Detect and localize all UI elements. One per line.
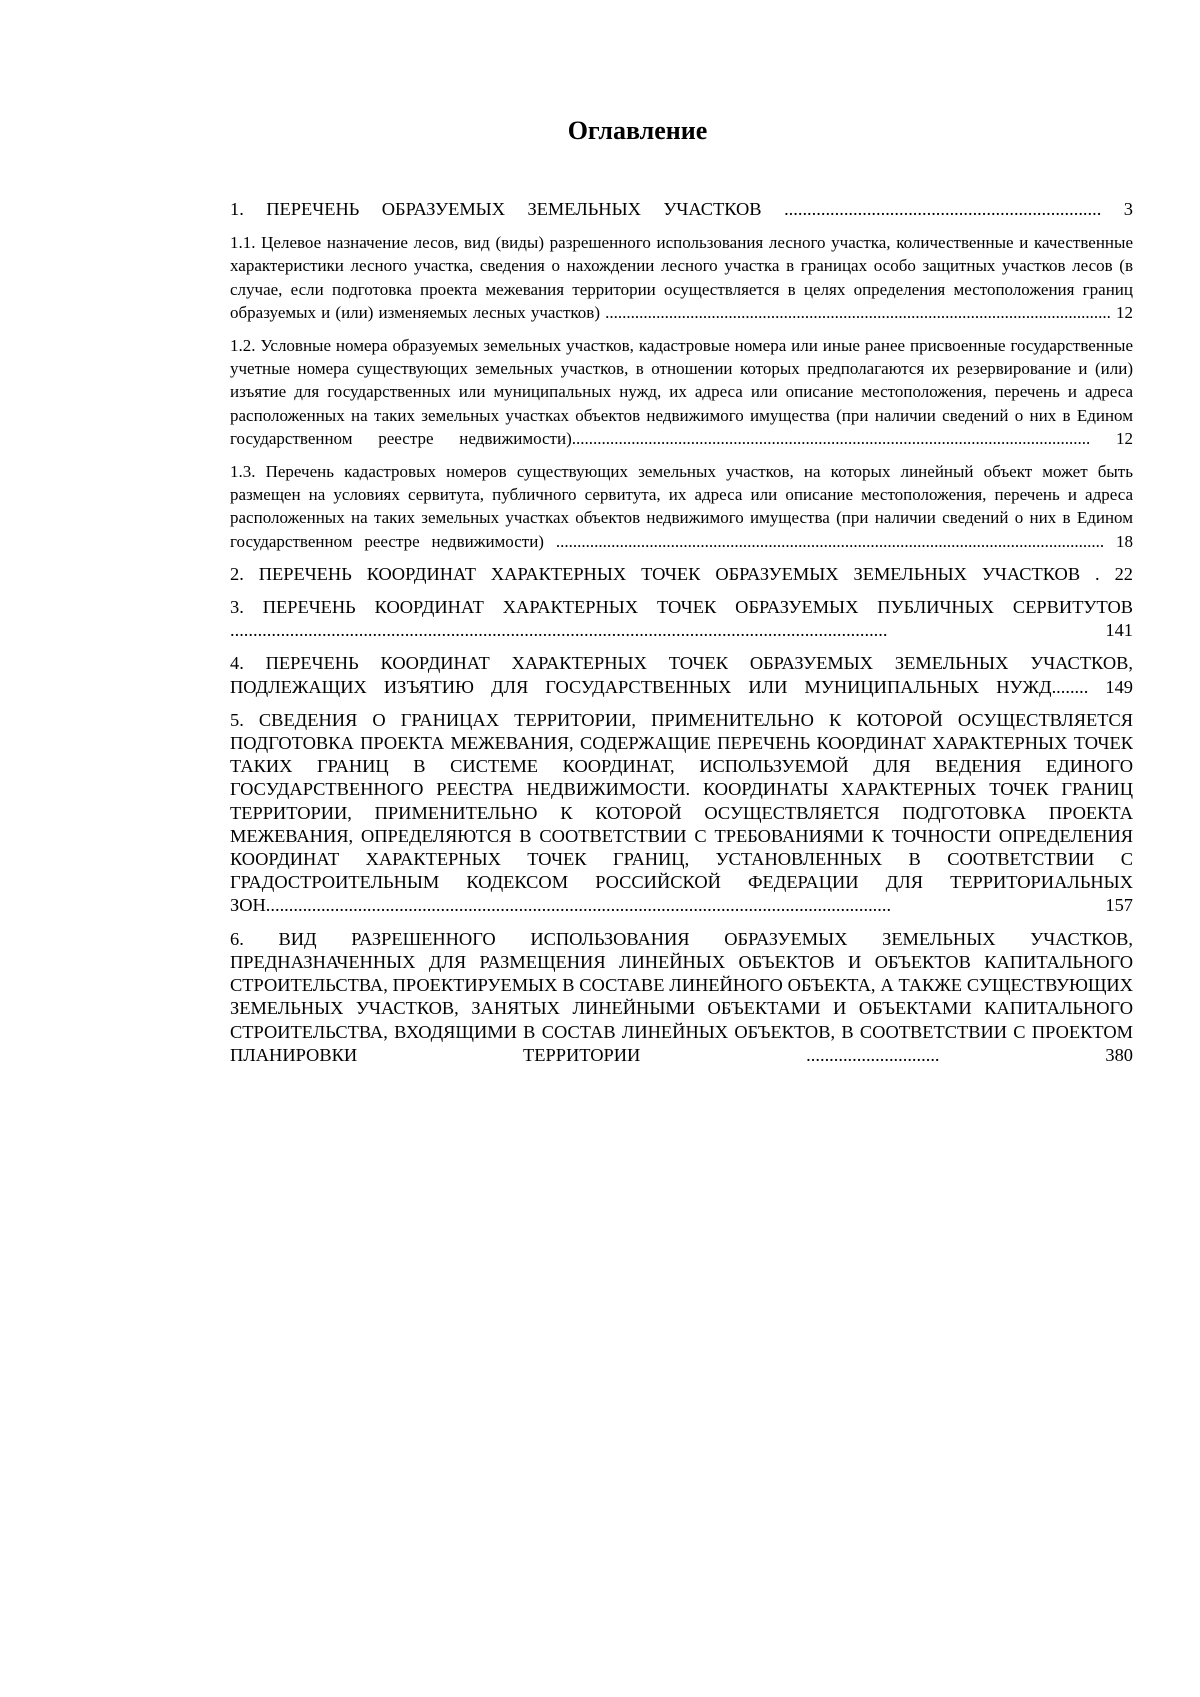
page-title: Оглавление	[567, 116, 708, 145]
toc-entry-text: 5. СВЕДЕНИЯ О ГРАНИЦАХ ТЕРРИТОРИИ, ПРИМЕНИТЕЛЬНО К КОТОРОЙ ОСУЩЕСТВЛЯЕТСЯ ПОДГОТОВКА ПРОЕКТА МЕЖЕВАНИЯ, СОДЕРЖАЩИЕ ПЕРЕЧЕНЬ КООРДИНАТ ХАРАКТЕРНЫХ ТОЧЕК ТАКИХ ГРАНИЦ В СИСТЕМЕ КООРДИНАТ, ИСПОЛЬЗУЕМОЙ ДЛЯ ВЕДЕНИЯ ЕДИНОГО ГОСУДАРСТВЕННОГО РЕЕСТРА НЕДВИЖИМОСТИ. КООРДИНАТЫ ХАРАКТЕРНЫХ ТОЧЕК ГРАНИЦ ТЕРРИТОРИИ, ПРИМЕНИТЕЛЬНО К КОТОРОЙ ОСУЩЕСТВЛЯЕТСЯ ПОДГОТОВКА ПРОЕКТА МЕЖЕВАНИЯ, ОПРЕДЕЛЯЮТСЯ В СООТВЕТСТВИИ С ТРЕБОВАНИЯМИ К ТОЧНОСТИ ОПРЕДЕЛЕНИЯ КООРДИНАТ ХАРАКТЕРНЫХ ТОЧЕК ГРАНИЦ, УСТАНОВЛЕННЫХ В СООТВЕТСТВИИ С ГРАДОСТРОИТЕЛЬНЫМ КОДЕКСОМ РОССИЙСКОЙ ФЕДЕРАЦИИ ДЛЯ ТЕРРИТОРИАЛЬНЫХ ЗОН	[230, 709, 1133, 916]
leader-dots: ..........................................................................................................................	[571, 428, 1117, 448]
toc-page-number: 3	[1123, 199, 1133, 219]
toc-entry-4[interactable]	[230, 652, 1133, 698]
toc-page-number: 380	[1105, 1044, 1133, 1065]
toc-entry-text: 4. ПЕРЕЧЕНЬ КООРДИНАТ ХАРАКТЕРНЫХ ТОЧЕК ОБРАЗУЕМЫХ ЗЕМЕЛЬНЫХ УЧАСТКОВ, ПОДЛЕЖАЩИХ ИЗЪЯТИЮ ДЛЯ ГОСУДАРСТВЕННЫХ ИЛИ МУНИЦИПАЛЬНЫХ НУЖД	[230, 653, 1133, 697]
toc-entry-1-2[interactable]	[230, 334, 1133, 450]
leader-dots: .	[1080, 563, 1115, 584]
leader-dots: .............................	[640, 1044, 1106, 1065]
toc-entry-text: 1. ПЕРЕЧЕНЬ ОБРАЗУЕМЫХ ЗЕМЕЛЬНЫХ УЧАСТКОВ	[230, 199, 762, 219]
toc-page-number: 12	[1116, 302, 1134, 322]
toc-entry-text: 3. ПЕРЕЧЕНЬ КООРДИНАТ ХАРАКТЕРНЫХ ТОЧЕК ОБРАЗУЕМЫХ ПУБЛИЧНЫХ СЕРВИТУТОВ	[230, 597, 1133, 618]
toc-entry-text: 6. ВИД РАЗРЕШЕННОГО ИСПОЛЬЗОВАНИЯ ОБРАЗУЕМЫХ ЗЕМЕЛЬНЫХ УЧАСТКОВ, ПРЕДНАЗНАЧЕННЫХ ДЛЯ РАЗМЕЩЕНИЯ ЛИНЕЙНЫХ ОБЪЕКТОВ И ОБЪЕКТОВ КАПИТАЛЬНОГО СТРОИТЕЛЬСТВА, ПРОЕКТИРУЕМЫХ В СОСТАВЕ ЛИНЕЙНОГО ОБЪЕКТА, А ТАКЖЕ СУЩЕСТВУЮЩИХ ЗЕМЕЛЬНЫХ УЧАСТКОВ, ЗАНЯТЫХ ЛИНЕЙНЫМИ ОБЪЕКТАМИ И ОБЪЕКТАМИ КАПИТАЛЬНОГО СТРОИТЕЛЬСТВА, ВХОДЯЩИМИ В СОСТАВ ЛИНЕЙНЫХ ОБЪЕКТОВ, В СООТВЕТСТВИИ С ПРОЕКТОМ ПЛАНИРОВКИ ТЕРРИТОРИИ	[230, 928, 1133, 1065]
toc-entry-text: 1.1. Целевое назначение лесов, вид (виды) разрешенного использования лесного участка, количественные и качественные характеристики лесного участка, сведения о нахождении лесного участка в границах особо защитных участков лесов (в случае, если подготовка проекта межевания территории осуществляется в целях определения местоположения границ образуемых и (или) изменяемых лесных участков)	[230, 233, 1133, 322]
toc-entry-3[interactable]	[230, 596, 1133, 642]
toc-page-number: 22	[1114, 563, 1133, 584]
toc-page-number: 141	[1105, 620, 1133, 641]
leader-dots: .....................................................................	[761, 199, 1124, 219]
leader-dots: ........................................................................................................................................	[265, 895, 1106, 916]
toc-entry-1-1[interactable]	[230, 231, 1133, 324]
toc-entry-text: 1.3. Перечень кадастровых номеров существующих земельных участков, на которых линейный объект может быть размещен на условиях сервитута, публичного сервитута, их адреса или описание местоположения, перечень и адреса расположенных на таких земельных участках объектов недвижимого имущества (при наличии сведений о них в Едином государственном реестре недвижимости)	[230, 462, 1133, 551]
table-of-contents	[230, 198, 1133, 1077]
toc-entry-text: 2. ПЕРЕЧЕНЬ КООРДИНАТ ХАРАКТЕРНЫХ ТОЧЕК ОБРАЗУЕМЫХ ЗЕМЕЛЬНЫХ УЧАСТКОВ	[230, 563, 1081, 584]
toc-entry-1-3[interactable]	[230, 460, 1133, 553]
toc-entry-5[interactable]	[230, 709, 1133, 918]
leader-dots: .................................................................................................................................	[543, 531, 1116, 551]
toc-entry-2[interactable]	[230, 563, 1133, 586]
toc-entry-6[interactable]	[230, 928, 1133, 1067]
toc-entry-text: 1.2. Условные номера образуемых земельных участков, кадастровые номера или иные ранее присвоенные государственные учетные номера существующих земельных участков, в отношении которых предполагаются их резервирование и (или) изъятие для государственных или муниципальных нужд, их адреса или описание местоположения, перечень и адреса расположенных на таких земельных участках объектов недвижимого имущества (при наличии сведений о них в Едином государственном реестре недвижимости)	[230, 336, 1133, 448]
toc-page-number: 18	[1116, 531, 1133, 551]
leader-dots: ...............................................................................................................................................	[230, 620, 1106, 641]
leader-dots: .......................................................................................................................	[600, 302, 1117, 322]
toc-page-number: 157	[1105, 895, 1133, 916]
toc-entry-1[interactable]	[230, 198, 1133, 221]
leader-dots: ........	[1051, 676, 1106, 697]
toc-page-number: 149	[1105, 676, 1133, 697]
toc-page-number: 12	[1116, 428, 1134, 448]
